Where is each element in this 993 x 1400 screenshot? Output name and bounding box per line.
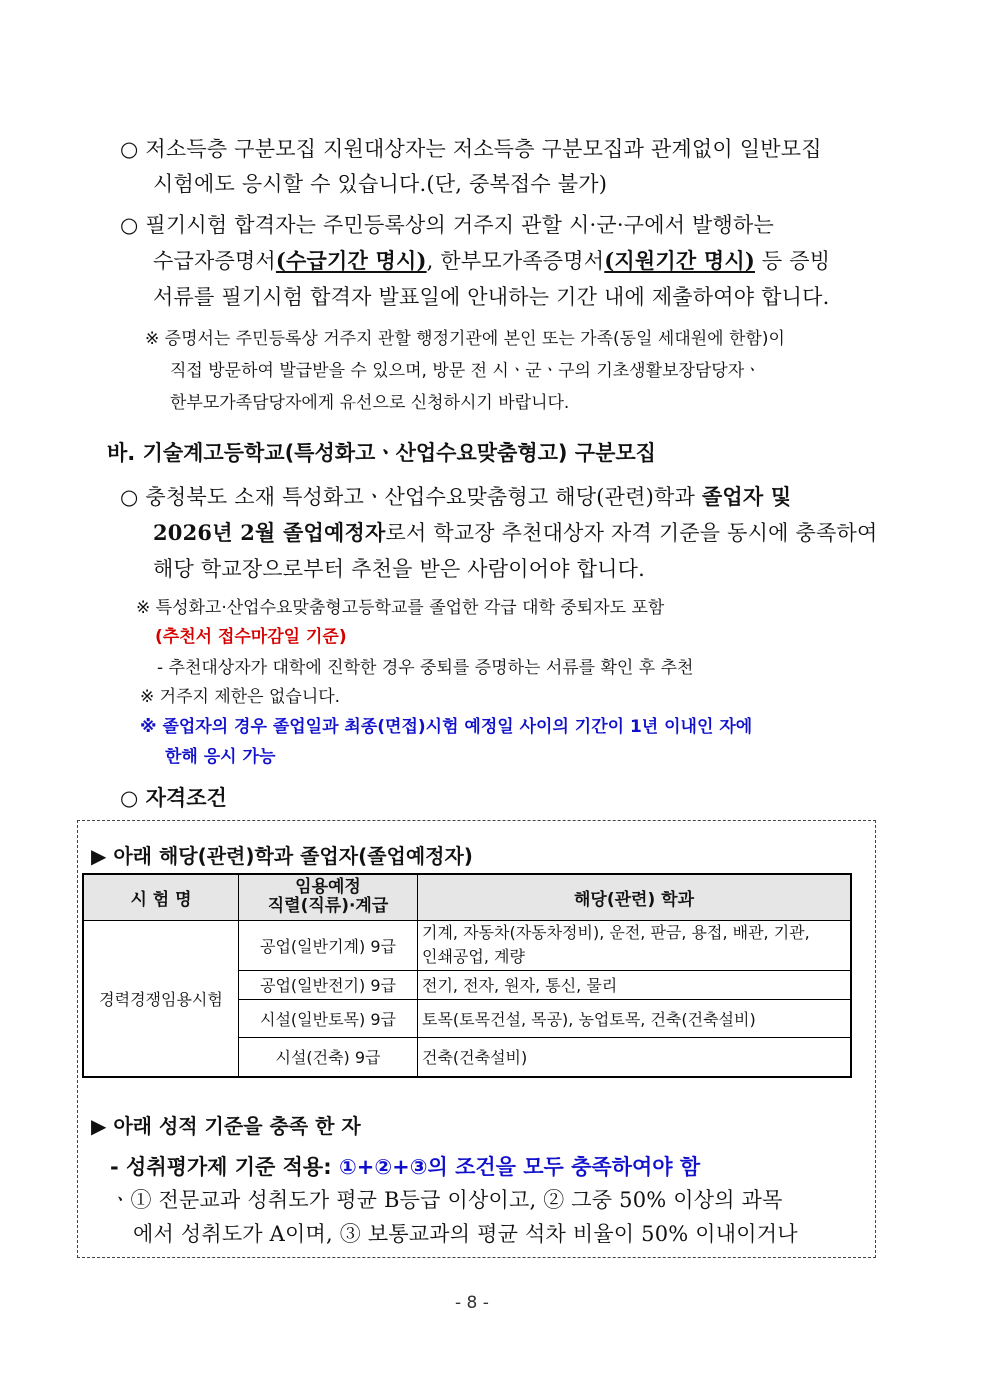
bullet2-line2	[153, 245, 830, 275]
criteria-line1: ㆍ① 전문교과 성취도가 평균 B등급 이상이고, ② 그중 50% 이상의 과목	[110, 1188, 783, 1212]
s2-emph-a: 졸업자 및	[701, 484, 792, 509]
grade-cell: 공업(일반전기) 9급	[239, 970, 418, 999]
s2-note1-sub: - 추천대상자가 대학에 진학한 경우 중퇴를 증명하는 서류를 확인 후 추천	[157, 658, 694, 678]
s2-note2: ※ 거주지 제한은 없습니다.	[140, 687, 341, 707]
s2-note1: ※ 특성화고·산업수요맞춤형고등학교를 졸업한 각급 대학 중퇴자도 포함	[136, 598, 665, 618]
grade-cell: 공업(일반기계) 9급	[239, 920, 418, 970]
s2-text-b: 로서 학교장 추천대상자 자격 기준을 동시에 충족하여	[385, 521, 878, 545]
box-heading-grades: ▶ 아래 성적 기준을 충족 한 자	[91, 1114, 361, 1138]
s2-bullet-line2	[153, 517, 877, 547]
s2-note3-line1: ※ 졸업자의 경우 졸업일과 최종(면접)시험 예정일 사이의 기간이 1년 이내인 자에	[140, 717, 753, 737]
col-grade-line1: 임용예정	[295, 877, 361, 898]
bullet1-line2: 시험에도 응시할 수 있습니다.(단, 중복접수 불가)	[153, 172, 608, 196]
dept-line2: 인쇄공업, 계량	[422, 947, 525, 966]
bullet2-emph-a: (수급기간 명시)	[275, 248, 427, 273]
note-line2: 직접 방문하여 발급받을 수 있으며, 방문 전 시ㆍ군ㆍ구의 기초생활보장담당자ㆍ	[170, 361, 761, 381]
s2-emph-b: 2026년 2월 졸업예정자	[153, 520, 386, 545]
grade-cell: 시설(일반토목) 9급	[239, 999, 418, 1037]
col-exam-name: 시 험 명	[83, 874, 239, 920]
bullet2-text-c: , 한부모가족증명서	[426, 249, 605, 273]
qualification-heading: ○ 자격조건	[120, 786, 227, 810]
s2-note3-line2: 한해 응시 가능	[165, 747, 276, 767]
bullet2-text-a: 수급자증명서	[153, 249, 276, 273]
col-grade-line2: 직렬(직류)·계급	[267, 896, 389, 917]
box-heading-dept: ▶ 아래 해당(관련)학과 졸업자(졸업예정자)	[91, 844, 473, 868]
department-table	[82, 873, 852, 1078]
dept-cell: 건축(건축설비)	[418, 1037, 852, 1077]
bullet1-line1: ○ 저소득층 구분모집 지원대상자는 저소득층 구분모집과 관계없이 일반모집	[120, 137, 822, 161]
bullet2-line1: ○ 필기시험 합격자는 주민등록상의 거주지 관할 시·군·구에서 발행하는	[120, 213, 775, 237]
section-heading: 바. 기술계고등학교(특성화고ㆍ산업수요맞춤형고) 구분모집	[107, 441, 656, 465]
criteria-label: - 성취평가제 기준 적용:	[110, 1155, 339, 1179]
col-department: 해당(관련) 학과	[418, 874, 852, 920]
s2-note1-red: (추천서 접수마감일 기준)	[155, 627, 347, 647]
table-header-row	[83, 874, 851, 920]
s2-bullet-line3: 해당 학교장으로부터 추천을 받은 사람이어야 합니다.	[153, 557, 645, 581]
note-line1: ※ 증명서는 주민등록상 거주지 관할 행정기관에 본인 또는 가족(동일 세대원에 한함)이	[145, 329, 785, 349]
dept-cell: 토목(토목건설, 목공), 농업토목, 건축(건축설비)	[418, 999, 852, 1037]
table-row	[83, 920, 851, 970]
dept-line1: 기계, 자동차(자동차정비), 운전, 판금, 용접, 배관, 기관,	[422, 923, 810, 942]
s2-text-a: ○ 충청북도 소재 특성화고ㆍ산업수요맞춤형고 해당(관련)학과	[120, 485, 702, 509]
col-grade	[239, 874, 418, 920]
s2-bullet-line1	[120, 481, 791, 511]
page-number: - 8 -	[455, 1293, 489, 1313]
bullet2-emph-b: (지원기간 명시)	[604, 248, 755, 273]
criteria-line2: 에서 성취도가 A이며, ③ 보통교과의 평균 석차 비율이 50% 이내이거나	[133, 1222, 798, 1246]
criteria-condition: ①+②+③의 조건을 모두 충족하여야 함	[338, 1155, 701, 1179]
grade-criteria-sub	[110, 1151, 700, 1181]
note-line3: 한부모가족담당자에게 유선으로 신청하시기 바랍니다.	[170, 393, 570, 413]
bullet2-line3: 서류를 필기시험 합격자 발표일에 안내하는 기간 내에 제출하여야 합니다.	[153, 285, 830, 309]
dept-cell	[418, 920, 852, 970]
exam-name-cell: 경력경쟁임용시험	[83, 920, 239, 1077]
bullet2-text-e: 등 증빙	[754, 249, 831, 273]
grade-cell: 시설(건축) 9급	[239, 1037, 418, 1077]
dept-cell: 전기, 전자, 원자, 통신, 물리	[418, 970, 852, 999]
